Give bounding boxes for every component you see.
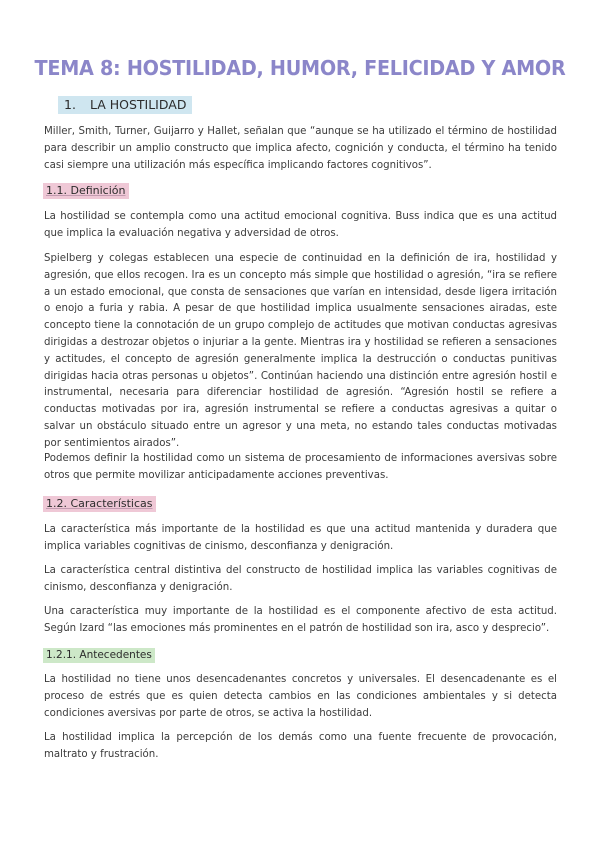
subsection-heading-definicion: 1.1. Definición xyxy=(43,183,129,199)
definicion-paragraph-1: La hostilidad se contempla como una actitud emocional cognitiva. Buss indica que es una actitud que implica la evaluación negativa y adversidad de otros. xyxy=(44,211,557,239)
antecedentes-paragraph-1: La hostilidad no tiene unos desencadenantes concretos y universales. El desencadenante es el proceso de estrés que es quien detecta cambios en las condiciones ambientales y si detecta condiciones aversivas por parte de otros, se activa la hostilidad. xyxy=(44,674,557,719)
section-label: LA HOSTILIDAD xyxy=(89,97,187,112)
definicion-paragraph-2: Spielberg y colegas establecen una especie de continuidad en la definición de ira, hostilidad y agresión, que ellos recogen. Ira es un concepto más simple que hostilidad o agresión, “ira se refiere a un estado emocional, que consta de sensaciones que varían en intensidad, desde ligera irritación o enojo a furia y rabia. A pesar de que hostilidad implica usualmente sensaciones airadas, este concepto tiene la connotación de un grupo complejo de actitudes que motivan conductas agresivas dirigidas a destrozar objetos o injuriar a la gente. Mientras ira y hostilidad se refieren a sensaciones y actitudes, el concepto de agresión generalmente implica la destrucción o conductas punitivas dirigidas hacia otras personas u objetos”. Continúan haciendo una distinción entre agresión hostil e instrumental, necesaria para diferenciar hostilidad de agresión. “Agresión hostil se refiere a conductas motivadas por ira, agresión instrumental se refiere a conductas agresivas a quitar o salvar un obstáculo situado entre un agresor y una meta, no estando tales conductas motivadas por sentimientos airados”. xyxy=(44,253,557,449)
section-heading-hostilidad xyxy=(58,96,192,114)
definicion-paragraph-3: Podemos definir la hostilidad como un sistema de procesamiento de informaciones aversivas sobre otros que permite movilizar anticipadamente acciones preventivas. xyxy=(44,453,557,481)
subsection-heading-caracteristicas: 1.2. Características xyxy=(43,496,156,512)
caracteristicas-paragraph-3: Una característica muy importante de la hostilidad es el componente afectivo de esta actitud. Según Izard “las emociones más prominentes en el patrón de hostilidad son ira, asco y desprecio”. xyxy=(44,606,557,634)
antecedentes-paragraph-2: La hostilidad implica la percepción de los demás como una fuente frecuente de provocación, maltrato y frustración. xyxy=(44,732,557,760)
page-title: TEMA 8: HOSTILIDAD, HUMOR, FELICIDAD Y AMOR xyxy=(34,56,566,80)
intro-paragraph: Miller, Smith, Turner, Guijarro y Hallet, señalan que “aunque se ha utilizado el término de hostilidad para describir un amplio constructo que implica afecto, cognición y conducta, el término ha tenido casi siempre una utilización más específica implicando factores cognitivos”. xyxy=(44,126,557,171)
section-number: 1. xyxy=(64,97,76,112)
subsection-heading-antecedentes: 1.2.1. Antecedentes xyxy=(43,648,155,663)
caracteristicas-paragraph-1: La característica más importante de la hostilidad es que una actitud mantenida y duradera que implica variables cognitivas de cinismo, desconfianza y denigración. xyxy=(44,524,557,552)
caracteristicas-paragraph-2: La característica central distintiva del constructo de hostilidad implica las variables cognitivas de cinismo, desconfianza y denigración. xyxy=(44,565,557,593)
